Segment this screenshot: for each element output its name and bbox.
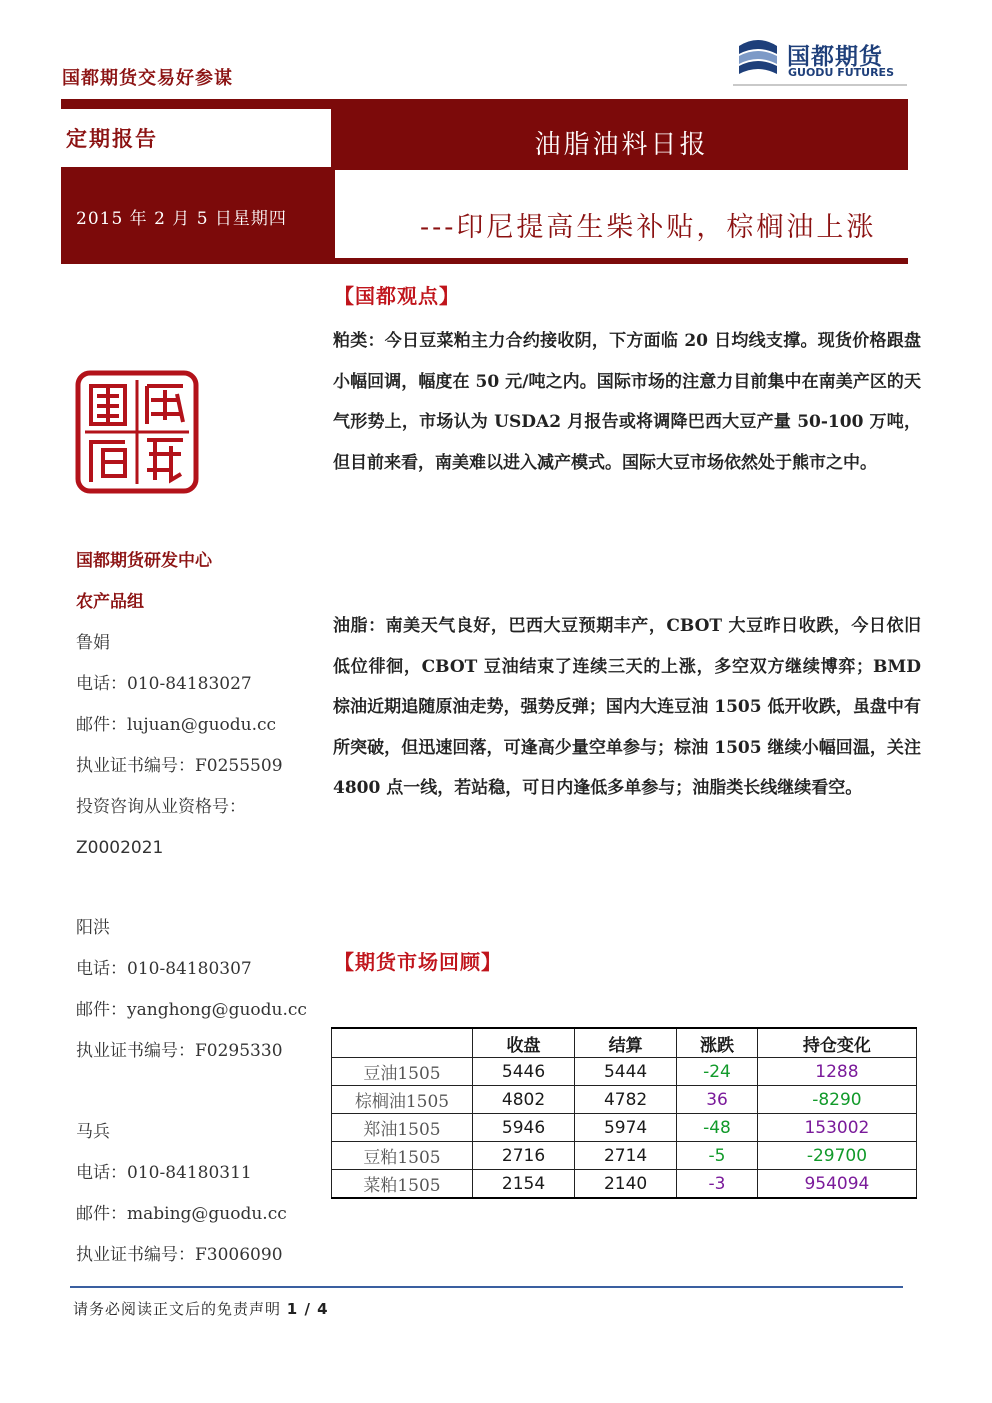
analyst-email[interactable]: 邮件：lujuan@guodu.cc xyxy=(76,715,277,735)
settle-cell: 2140 xyxy=(575,1170,677,1199)
logo-text-en: GUODU FUTURES xyxy=(788,66,894,79)
position-change-cell: 153002 xyxy=(757,1114,916,1142)
contact-block xyxy=(76,908,307,1072)
analyst-email[interactable]: 邮件：yanghong@guodu.cc xyxy=(76,1000,307,1020)
report-subtitle: ---印尼提高生柴补贴，棕榈油上涨 xyxy=(420,212,877,243)
advisor-label: 投资咨询从业资格号： xyxy=(76,797,246,817)
settle-cell: 5974 xyxy=(575,1114,677,1142)
col-header: 持仓变化 xyxy=(757,1028,916,1058)
position-change-cell: 954094 xyxy=(757,1170,916,1199)
analyst-phone: 电话：010-84183027 xyxy=(76,674,252,694)
position-change-cell: -29700 xyxy=(757,1142,916,1170)
contract-name: 菜粕1505 xyxy=(332,1170,473,1199)
footer-rule xyxy=(70,1286,903,1288)
oil-paragraph: 油脂：南美天气良好，巴西大豆预期丰产，CBOT 大豆昨日收跌，今日依旧低位徘徊，CBOT 豆油结束了连续三天的上涨，多空双方继续博弈；BMD 棕油近期追随原油走势，强势反弹；国内大连豆油 1505 低开收跌，虽盘中有所突破，但迅速回落，可逢高少量空单参与；棕油 1505 继续小幅回温，关注 4800 点一线，若站稳，可日内逢低多单参与；油脂类长线继续看空。 xyxy=(333,616,921,799)
analyst-cert: 执业证书编号：F3006090 xyxy=(76,1245,283,1265)
org-name: 国都期货研发中心 xyxy=(76,551,212,571)
close-cell: 4802 xyxy=(473,1086,575,1114)
view-heading: 【国都观点】 xyxy=(334,284,460,308)
analyst-name: 鲁娟 xyxy=(76,633,110,653)
col-header: 结算 xyxy=(575,1028,677,1058)
col-header: 涨跌 xyxy=(677,1028,758,1058)
settle-cell: 5444 xyxy=(575,1058,677,1086)
logo-text-cn: 国都期货 xyxy=(787,44,883,70)
settle-cell: 4782 xyxy=(575,1086,677,1114)
analyst-email[interactable]: 邮件：mabing@guodu.cc xyxy=(76,1204,287,1224)
contract-name: 棕榈油1505 xyxy=(332,1086,473,1114)
table-row xyxy=(332,1086,917,1114)
report-title: 油脂油料日报 xyxy=(534,130,709,160)
analyst-name: 马兵 xyxy=(76,1122,110,1142)
analyst-phone: 电话：010-84180307 xyxy=(76,959,252,979)
change-cell: -3 xyxy=(677,1170,758,1199)
col-header xyxy=(332,1028,473,1058)
close-cell: 2154 xyxy=(473,1170,575,1199)
group-name: 农产品组 xyxy=(76,592,144,612)
meal-paragraph: 粕类：今日豆菜粕主力合约接收阴，下方面临 20 日均线支撑。现货价格跟盘小幅回调，幅度在 50 元/吨之内。国际市场的注意力目前集中在南美产区的天气形势上，市场认为 USDA2 月报告或将调降巴西大豆产量 50-100 万吨，但目前来看，南美难以进入减产模式。国际大豆市场依然处于熊市之中。 xyxy=(333,331,921,473)
settle-cell: 2714 xyxy=(575,1142,677,1170)
analyst-cert: 执业证书编号：F0255509 xyxy=(76,756,283,776)
table-row xyxy=(332,1114,917,1142)
disclaimer-note: 请务必阅读正文后的免责声明 xyxy=(73,1300,282,1318)
close-cell: 5446 xyxy=(473,1058,575,1086)
analyst-name: 阳洪 xyxy=(76,918,110,938)
market-table xyxy=(331,1027,917,1199)
analyst-cert: 执业证书编号：F0295330 xyxy=(76,1041,283,1061)
change-cell: 36 xyxy=(677,1086,758,1114)
company-logo xyxy=(733,36,907,86)
footer xyxy=(73,1298,329,1319)
contract-name: 豆粕1505 xyxy=(332,1142,473,1170)
analyst-phone: 电话：010-84180311 xyxy=(76,1163,252,1183)
close-cell: 2716 xyxy=(473,1142,575,1170)
table-header-row xyxy=(332,1028,917,1058)
report-date: 2015 年 2 月 5 日星期四 xyxy=(76,209,287,229)
change-cell: -24 xyxy=(677,1058,758,1086)
report-type: 定期报告 xyxy=(66,126,158,151)
contact-block xyxy=(76,1112,287,1276)
logo-mark-icon xyxy=(735,38,781,80)
company-seal-icon xyxy=(75,370,199,494)
page-number: 1 / 4 xyxy=(286,1300,329,1318)
header-bottom-rule xyxy=(61,258,908,264)
position-change-cell: 1288 xyxy=(757,1058,916,1086)
close-cell: 5946 xyxy=(473,1114,575,1142)
change-cell: -48 xyxy=(677,1114,758,1142)
review-heading: 【期货市场回顾】 xyxy=(334,950,502,974)
change-cell: -5 xyxy=(677,1142,758,1170)
position-change-cell: -8290 xyxy=(757,1086,916,1114)
table-row xyxy=(332,1170,917,1199)
col-header: 收盘 xyxy=(473,1028,575,1058)
contract-name: 郑油1505 xyxy=(332,1114,473,1142)
research-center xyxy=(76,541,283,869)
contract-name: 豆油1505 xyxy=(332,1058,473,1086)
table-row xyxy=(332,1058,917,1086)
brand-slogan: 国都期货交易好参谋 xyxy=(62,68,233,89)
table-row xyxy=(332,1142,917,1170)
advisor-number: Z0002021 xyxy=(76,838,164,858)
